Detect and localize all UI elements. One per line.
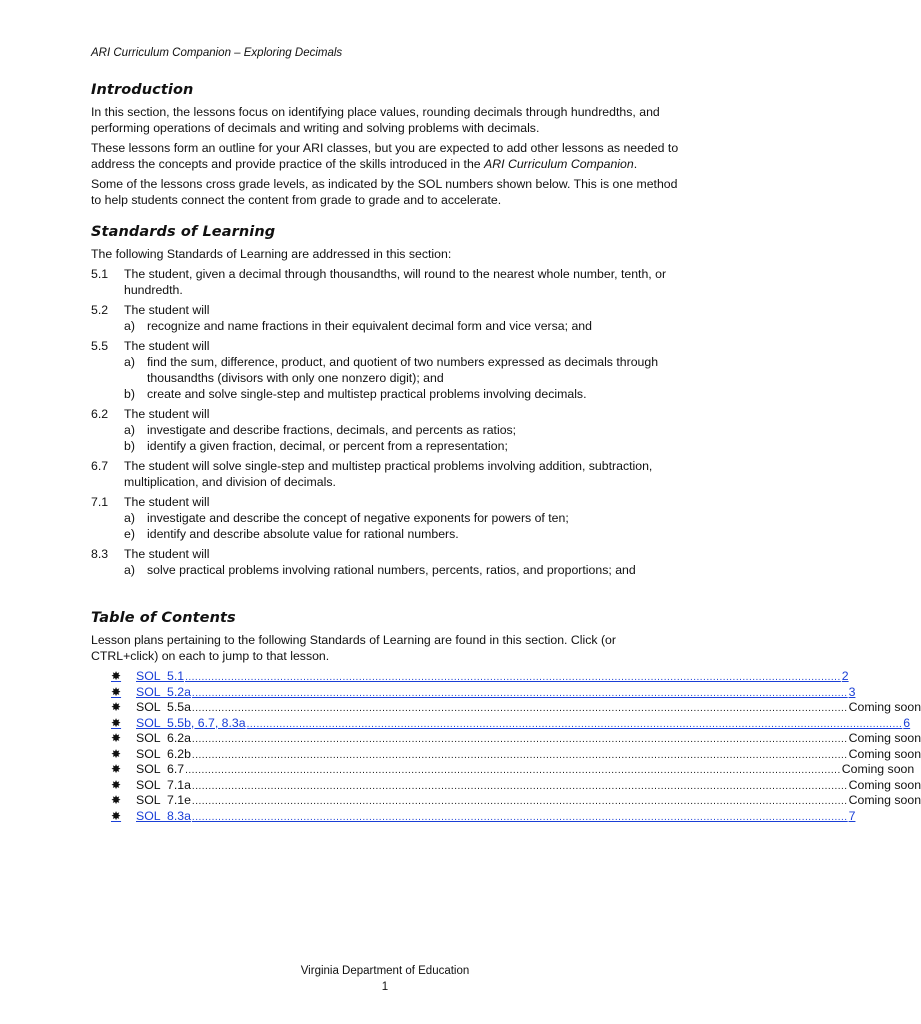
page-footer <box>0 963 770 995</box>
footer-page-number: 1 <box>381 981 389 993</box>
toc-label: SOL 6.2b <box>136 746 191 761</box>
standard-item <box>91 406 681 454</box>
introduction-heading: Introduction <box>91 82 194 98</box>
toc-page-ref: 3 <box>848 684 856 699</box>
standard-item <box>91 266 681 298</box>
standard-item <box>91 302 681 334</box>
standard-subitem <box>124 562 681 578</box>
toc-leader-dots: ........................................................................................................................................................................................................ <box>191 749 848 761</box>
subitem-text: find the sum, difference, product, and quotient of two numbers expressed as decimals through thousandths (divisors with only one nonzero digit); and <box>147 355 659 385</box>
footer-org: Virginia Department of Education <box>300 965 470 977</box>
standard-text: The student will <box>124 303 210 317</box>
toc-page-ref: Coming soon <box>848 777 921 792</box>
intro-paragraph-1: In this section, the lessons focus on identifying place values, rounding decimals through hundredths, and performing operations of decimals and writing and solving problems with decimals. <box>91 105 660 135</box>
toc-leader-dots: ........................................................................................................................................................................................................ <box>191 687 848 699</box>
subitem-letter: a) <box>124 563 135 577</box>
bullet-icon: ✸ <box>111 700 122 714</box>
subitem-letter: a) <box>124 355 135 369</box>
toc-page-ref: 6 <box>903 715 911 730</box>
bullet-icon: ✸ <box>111 808 122 823</box>
toc-label: SOL 7.1e <box>136 793 191 807</box>
bullet-icon: ✸ <box>111 731 122 745</box>
standard-item <box>91 494 681 542</box>
toc-entry <box>111 746 921 762</box>
standard-text: The student will <box>124 547 210 561</box>
bullet-icon: ✸ <box>111 762 122 776</box>
toc-entry <box>111 699 921 715</box>
toc-entry <box>111 761 915 777</box>
running-header: ARI Curriculum Companion – Exploring Decimals <box>91 47 343 59</box>
standard-code: 5.5 <box>91 339 109 353</box>
standard-code: 6.2 <box>91 407 109 421</box>
page-content <box>91 80 921 823</box>
toc-link[interactable] <box>111 715 911 731</box>
standard-code: 7.1 <box>91 495 109 509</box>
toc-page-ref: Coming soon <box>848 746 921 761</box>
standard-text: The student will <box>124 407 210 421</box>
subitem-letter: b) <box>124 387 135 401</box>
standards-list <box>91 266 681 578</box>
toc-page-ref: Coming soon <box>848 700 921 714</box>
intro-p2-end: . <box>633 157 638 171</box>
toc-page-ref: Coming soon <box>848 793 921 807</box>
subitem-letter: e) <box>124 527 135 541</box>
intro-paragraph-2 <box>91 140 681 172</box>
subitem-letter: a) <box>124 319 135 333</box>
bullet-icon: ✸ <box>111 715 122 730</box>
toc-heading: Table of Contents <box>91 610 236 626</box>
standard-code: 6.7 <box>91 459 109 473</box>
toc-page-ref: Coming soon <box>841 762 915 776</box>
toc-link[interactable] <box>111 684 856 700</box>
standard-code: 5.2 <box>91 303 109 317</box>
toc-label: SOL 5.2a <box>136 684 191 699</box>
standard-text: The student, given a decimal through thousandths, will round to the nearest whole number, tenth, or hundredth. <box>124 267 667 297</box>
standard-subitem <box>124 386 681 402</box>
standard-body <box>124 406 681 454</box>
subitem-text: identify and describe absolute value for rational numbers. <box>147 527 459 541</box>
toc-link[interactable] <box>111 808 856 824</box>
standards-section <box>91 222 681 578</box>
toc-leader-dots: ........................................................................................................................................................................................................ <box>191 796 848 807</box>
standard-code: 5.1 <box>91 267 109 281</box>
standard-text: The student will <box>124 339 210 353</box>
toc-label: SOL 7.1a <box>136 777 191 792</box>
toc-page-ref: 7 <box>848 808 856 823</box>
toc-label: SOL 8.3a <box>136 808 191 823</box>
standard-subitem <box>124 510 681 526</box>
standard-item <box>91 338 681 402</box>
subitem-text: investigate and describe the concept of negative exponents for powers of ten; <box>147 511 569 525</box>
standard-body <box>124 546 681 578</box>
toc-label: SOL 6.2a <box>136 731 191 745</box>
standards-intro: The following Standards of Learning are addressed in this section: <box>91 247 452 261</box>
bullet-icon: ✸ <box>111 669 122 683</box>
standard-body <box>124 266 681 298</box>
subitem-text: investigate and describe fractions, decimals, and percents as ratios; <box>147 423 517 437</box>
standard-body <box>124 302 681 334</box>
toc-leader-dots: ........................................................................................................................................................................................................ <box>185 765 841 776</box>
standard-subitem <box>124 354 681 386</box>
bullet-icon: ✸ <box>111 684 122 699</box>
toc-leader-dots: ........................................................................................................................................................................................................ <box>191 734 848 745</box>
toc-page-ref: 2 <box>841 669 849 683</box>
intro-p2-title: ARI Curriculum Companion <box>484 157 634 171</box>
bullet-icon: ✸ <box>111 793 122 807</box>
toc-leader-dots: ........................................................................................................................................................................................................ <box>191 811 848 823</box>
toc-link[interactable] <box>111 668 849 684</box>
intro-paragraph-3: Some of the lessons cross grade levels, as indicated by the SOL numbers shown below. This is one method to help students connect the content from grade to grade and to accelerate. <box>91 177 678 207</box>
standard-code: 8.3 <box>91 547 109 561</box>
bullet-icon: ✸ <box>111 777 122 792</box>
toc-label: SOL 5.1 <box>136 669 185 683</box>
standard-text: The student will solve single-step and multistep practical problems involving addition, subtraction, multiplication, and division of decimals. <box>124 459 653 489</box>
standard-item <box>91 458 681 490</box>
subitem-text: create and solve single-step and multistep practical problems involving decimals. <box>147 387 587 401</box>
bullet-icon: ✸ <box>111 746 122 761</box>
subitem-text: identify a given fraction, decimal, or percent from a representation; <box>147 439 508 453</box>
toc-label: SOL 6.7 <box>136 762 185 776</box>
toc-entry <box>111 730 921 746</box>
subitem-letter: b) <box>124 439 135 453</box>
standard-text: The student will <box>124 495 210 509</box>
standard-body <box>124 458 681 490</box>
subitem-letter: a) <box>124 511 135 525</box>
standard-subitem <box>124 526 681 542</box>
toc-list <box>91 668 921 823</box>
toc-leader-dots: ........................................................................................................................................................................................................ <box>191 780 848 792</box>
intro-p2-text: These lessons form an outline for your ARI classes, but you are expected to add other lessons as needed to address the concepts and provide practice of the skills introduced in the <box>91 141 679 171</box>
toc-leader-dots: ........................................................................................................................................................................................................ <box>246 718 903 730</box>
toc-section <box>91 608 921 823</box>
toc-label: SOL 5.5b, 6.7, 8.3a <box>136 715 246 730</box>
toc-leader-dots: ........................................................................................................................................................................................................ <box>191 703 848 714</box>
standard-subitem <box>124 422 681 438</box>
toc-entry <box>111 792 921 808</box>
standard-body <box>124 338 681 402</box>
standard-item <box>91 546 681 578</box>
subitem-letter: a) <box>124 423 135 437</box>
toc-leader-dots: ........................................................................................................................................................................................................ <box>185 672 841 683</box>
standards-heading: Standards of Learning <box>91 224 276 240</box>
standard-body <box>124 494 681 542</box>
standard-subitem <box>124 318 681 334</box>
toc-intro: Lesson plans pertaining to the following Standards of Learning are found in this section. Click (or CTRL+click) on each to jump to that lesson. <box>91 633 616 663</box>
toc-page-ref: Coming soon <box>848 731 921 745</box>
subitem-text: solve practical problems involving rational numbers, percents, ratios, and proportions; and <box>147 563 636 577</box>
toc-label: SOL 5.5a <box>136 700 191 714</box>
introduction-section <box>91 80 681 208</box>
standard-subitem <box>124 438 681 454</box>
subitem-text: recognize and name fractions in their equivalent decimal form and vice versa; and <box>147 319 592 333</box>
toc-entry <box>111 777 921 793</box>
